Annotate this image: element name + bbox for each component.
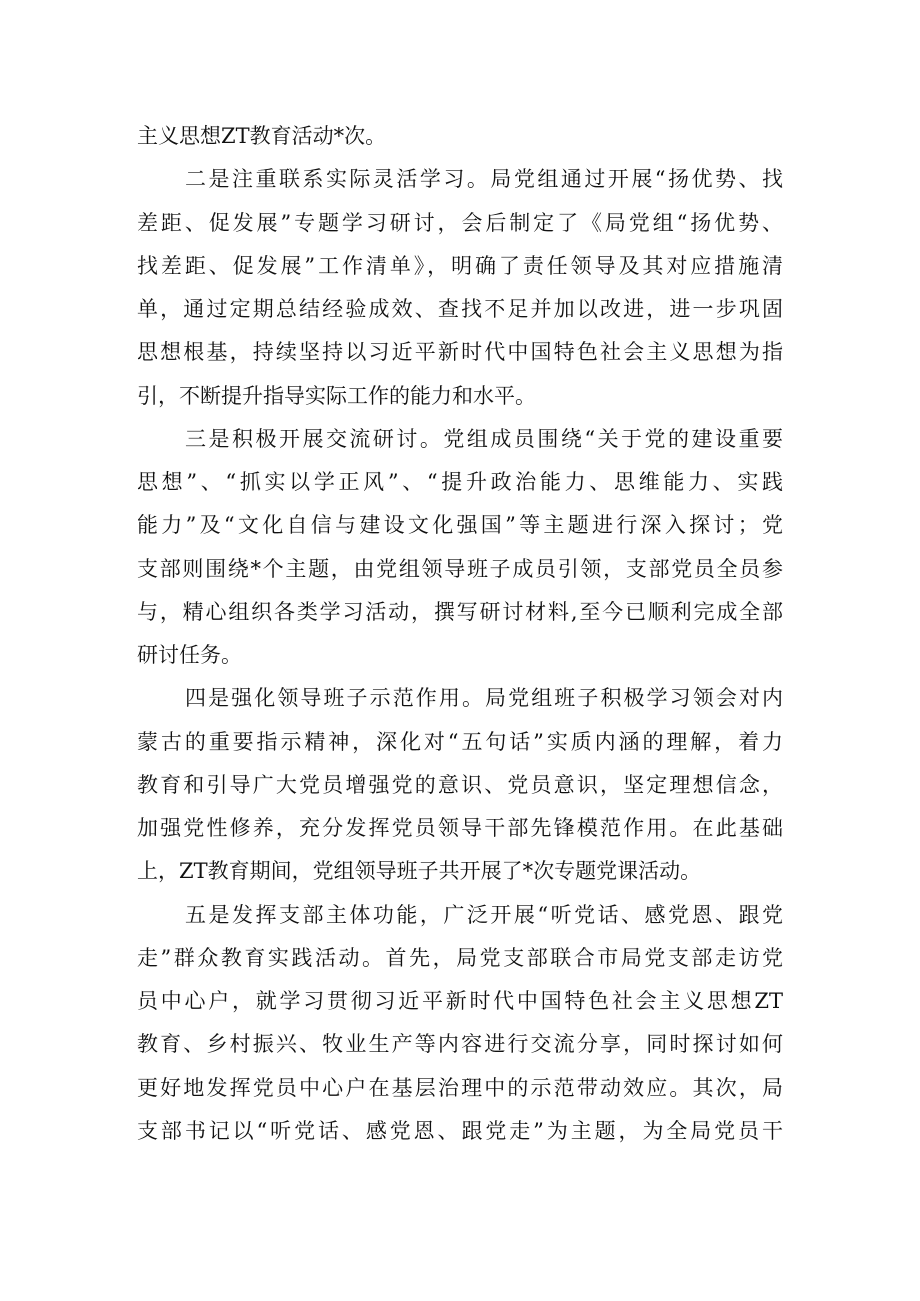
document-body xyxy=(137,115,783,1153)
text-line: 员中心户，就学习贯彻习近平新时代中国特色社会主义思想ZT xyxy=(137,989,783,1013)
text-line: 上，ZT教育期间，党组领导班子共开展了*次专题党课活动。 xyxy=(137,859,702,884)
text-line: 引，不断提升指导实际工作的能力和水平。 xyxy=(137,383,536,408)
text-line: 加强党性修养，充分发挥党员领导干部先锋模范作用。在此基础 xyxy=(137,816,783,840)
text-line: 五是发挥支部主体功能，广泛开展“听党话、感党恩、跟党 xyxy=(185,902,783,927)
paragraph-branch-function xyxy=(137,894,783,1154)
text-line: 能力”及“文化自信与建设文化强国”等主题进行深入探讨；党 xyxy=(137,513,783,538)
text-line: 蒙古的重要指示精神，深化对“五句话”实质内涵的理解，着力 xyxy=(137,729,783,754)
text-line: 找差距、促发展”工作清单》，明确了责任领导及其对应措施清 xyxy=(137,253,783,278)
text-line: 思想根基，持续坚持以习近平新时代中国特色社会主义思想为指 xyxy=(137,340,783,365)
text-line: 主义思想ZT教育活动*次。 xyxy=(137,124,387,148)
text-line: 与，精心组织各类学习活动，撰写研讨材料,至今已顺利完成全部 xyxy=(137,599,783,624)
text-line: 走”群众教育实践活动。首先，局党支部联合市局党支部走访党 xyxy=(137,945,783,970)
text-line: 支部书记以“听党话、感党恩、跟党走”为主题，为全局党员干 xyxy=(137,1118,783,1143)
paragraph-continuation xyxy=(137,115,783,158)
text-line: 教育和引导广大党员增强党的意识、党员意识，坚定理想信念， xyxy=(137,772,783,797)
paragraph-exchange-discussion xyxy=(137,418,783,678)
paragraph-leadership-role xyxy=(137,677,783,893)
text-line: 四是强化领导班子示范作用。局党组班子积极学习领会对内 xyxy=(185,686,783,711)
text-line: 三是积极开展交流研讨。党组成员围绕“关于党的建设重要 xyxy=(185,426,783,451)
text-line: 单，通过定期总结经验成效、查找不足并加以改进，进一步巩固 xyxy=(137,297,783,321)
text-line: 教育、乡村振兴、牧业生产等内容进行交流分享，同时探讨如何 xyxy=(137,1032,783,1057)
text-line: 研讨任务。 xyxy=(137,643,242,667)
text-line: 更好地发挥党员中心户在基层治理中的示范带动效应。其次，局 xyxy=(137,1075,783,1100)
text-line: 支部则围绕*个主题，由党组领导班子成员引领，支部党员全员参 xyxy=(137,556,783,581)
text-line: 二是注重联系实际灵活学习。局党组通过开展“扬优势、找 xyxy=(185,167,783,192)
paragraph-flexible-learning xyxy=(137,158,783,418)
text-line: 思想”、“抓实以学正风”、“提升政治能力、思维能力、实践 xyxy=(137,470,783,494)
text-line: 差距、促发展”专题学习研讨，会后制定了《局党组“扬优势、 xyxy=(137,210,783,235)
